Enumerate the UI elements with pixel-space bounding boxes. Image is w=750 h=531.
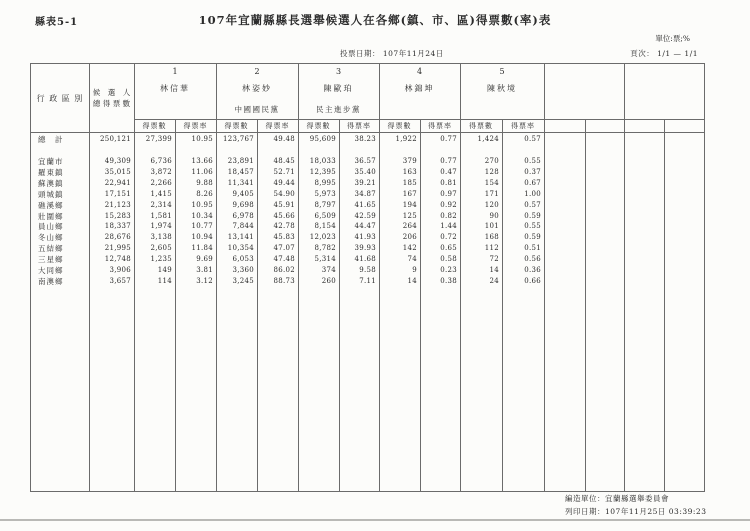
candidate-header-4 — [379, 64, 460, 119]
value-cell: 3,138 — [150, 233, 172, 242]
district-name-cell: 宜蘭市 — [38, 157, 64, 166]
value-cell: 149 — [157, 266, 172, 274]
candidate-name: 林信華 — [160, 84, 190, 93]
value-cell: 6,736 — [150, 157, 172, 165]
candidate-party: 中國國民黨 — [234, 105, 280, 114]
value-cell: 90 — [489, 211, 499, 220]
value-cell: 22,941 — [104, 178, 131, 187]
table-row — [31, 178, 544, 189]
value-cell: 0.23 — [440, 266, 457, 274]
rate-column-label: 得票率 — [511, 121, 535, 130]
value-cell: 45.91 — [273, 200, 295, 209]
value-cell: 0.58 — [440, 255, 457, 264]
rate-column-label: 得票率 — [183, 121, 208, 130]
value-cell: 1,415 — [150, 189, 172, 198]
table-row — [31, 211, 544, 222]
value-cell: 194 — [402, 200, 417, 209]
value-cell: 45.83 — [273, 233, 295, 242]
value-cell: 41.93 — [354, 233, 376, 242]
value-cell: 264 — [402, 222, 417, 231]
value-cell: 128 — [484, 167, 499, 176]
votes-column-label: 得票數 — [142, 121, 167, 130]
table-row — [31, 156, 544, 167]
value-cell: 112 — [484, 244, 499, 253]
value-cell: 21,995 — [104, 244, 131, 253]
value-cell: 0.59 — [524, 233, 541, 242]
value-cell: 167 — [402, 189, 417, 198]
value-cell: 1,424 — [477, 135, 499, 143]
value-cell: 47.48 — [273, 255, 295, 264]
value-cell: 3,245 — [232, 276, 254, 285]
value-cell: 0.59 — [524, 211, 541, 220]
value-cell: 39.21 — [354, 178, 376, 187]
value-cell: 34.87 — [354, 189, 376, 198]
value-cell: 168 — [484, 233, 499, 242]
value-cell: 52.71 — [273, 167, 295, 176]
value-cell: 10,354 — [227, 244, 254, 253]
value-cell: 1.44 — [440, 222, 457, 231]
value-cell: 260 — [321, 276, 336, 285]
value-cell: 13,141 — [227, 233, 254, 242]
candidate-name: 陳歐珀 — [323, 84, 354, 93]
scan-divider-line — [0, 519, 750, 521]
value-cell: 171 — [484, 189, 499, 198]
column-header-total-line1: 候 選 人 — [92, 88, 131, 97]
value-cell: 0.72 — [440, 233, 457, 242]
district-name-cell: 壯圍鄉 — [38, 211, 64, 221]
rate-column-label: 得票率 — [347, 121, 371, 130]
value-cell: 8,782 — [314, 244, 336, 253]
value-cell: 11.84 — [191, 244, 213, 253]
district-name-cell: 蘇澳鎮 — [38, 178, 64, 188]
column-header-total-line2: 總 得 票 數 — [92, 99, 131, 108]
value-cell: 5,973 — [314, 189, 336, 198]
table-row — [31, 221, 544, 232]
value-cell: 0.47 — [440, 167, 457, 176]
value-cell: 0.67 — [524, 178, 541, 187]
votes-column-label: 得票數 — [469, 121, 493, 130]
candidate-header-1 — [134, 64, 216, 119]
value-cell: 35,015 — [104, 167, 131, 176]
value-cell: 10.34 — [191, 211, 213, 220]
value-cell: 10.77 — [191, 222, 213, 231]
value-cell: 12,748 — [104, 255, 131, 264]
value-cell: 14 — [489, 266, 499, 274]
candidate-name: 林姿妙 — [242, 84, 272, 93]
value-cell: 2,314 — [150, 200, 172, 209]
value-cell: 10.94 — [191, 233, 213, 242]
value-cell: 95,609 — [309, 135, 336, 143]
value-cell: 18,337 — [104, 222, 131, 231]
value-cell: 88.73 — [273, 276, 295, 285]
candidate-number: 1 — [172, 67, 178, 76]
district-name-cell: 冬山鄉 — [38, 233, 64, 243]
value-cell: 18,457 — [227, 167, 254, 176]
votes-column-label: 得票數 — [387, 121, 412, 130]
value-cell: 114 — [157, 276, 172, 285]
value-cell: 86.02 — [273, 266, 295, 274]
candidate-number: 3 — [335, 67, 342, 76]
value-cell: 23,891 — [227, 157, 254, 165]
value-cell: 3,872 — [150, 167, 172, 176]
district-name-cell: 頭城鎮 — [38, 189, 64, 199]
district-name-cell: 三星鄉 — [38, 255, 64, 265]
district-name-cell: 南澳鄉 — [38, 276, 64, 286]
column-header-total-votes — [89, 64, 134, 132]
value-cell: 206 — [402, 233, 417, 242]
district-name-cell: 羅東鎮 — [38, 167, 64, 177]
value-cell: 17,151 — [104, 189, 131, 198]
value-cell: 374 — [321, 266, 336, 274]
page-number-note: 頁次： 1/1 — 1/1 — [630, 49, 698, 58]
value-cell: 142 — [402, 244, 417, 253]
table-body — [31, 132, 704, 491]
value-cell: 11,341 — [227, 178, 254, 187]
value-cell: 28,676 — [104, 233, 131, 242]
table-row — [31, 243, 544, 254]
value-cell: 1,235 — [150, 255, 172, 264]
value-cell: 41.68 — [354, 255, 376, 264]
value-cell: 49.44 — [273, 178, 295, 187]
value-cell: 9,405 — [232, 189, 254, 198]
candidate-header-3 — [298, 64, 379, 119]
value-cell: 6,978 — [232, 211, 254, 220]
value-cell: 185 — [402, 178, 417, 187]
value-cell: 0.37 — [524, 167, 541, 176]
value-cell: 39.93 — [354, 244, 376, 253]
value-cell: 41.65 — [354, 200, 376, 209]
value-cell: 74 — [407, 255, 417, 264]
district-name-cell: 大同鄉 — [38, 266, 64, 275]
rate-column-label: 得票率 — [265, 121, 290, 130]
value-cell: 35.40 — [354, 167, 376, 176]
rate-column-label: 得票率 — [428, 121, 452, 130]
value-cell: 9 — [412, 266, 417, 274]
value-cell: 3,906 — [109, 266, 131, 274]
candidate-party: 民主進步黨 — [316, 105, 361, 114]
value-cell: 0.36 — [524, 266, 541, 274]
unit-note: 單位:票;% — [655, 34, 690, 43]
table-row — [31, 254, 544, 265]
candidate-number: 5 — [499, 67, 505, 76]
candidate-name: 陳秋境 — [487, 84, 517, 93]
value-cell: 45.66 — [273, 211, 295, 220]
value-cell: 42.59 — [354, 211, 376, 220]
value-cell: 8,154 — [314, 222, 336, 231]
column-header-district: 行 政 區 別 — [36, 93, 84, 103]
value-cell: 42.78 — [273, 222, 295, 231]
table-row — [31, 276, 544, 287]
table-row — [31, 200, 544, 211]
value-cell: 18,033 — [309, 157, 336, 165]
value-cell: 0.97 — [440, 189, 457, 198]
value-cell: 72 — [489, 255, 499, 264]
value-cell: 24 — [489, 276, 499, 285]
value-cell: 3.81 — [196, 266, 213, 274]
table-row — [31, 265, 544, 276]
value-cell: 123,767 — [222, 135, 254, 143]
district-name-cell: 礁溪鄉 — [38, 200, 64, 210]
value-cell: 49,309 — [104, 157, 131, 165]
table-row — [31, 232, 544, 243]
value-cell: 12,023 — [309, 233, 336, 242]
value-cell: 379 — [402, 157, 417, 165]
value-cell: 0.81 — [440, 178, 457, 187]
value-cell: 3,360 — [232, 266, 254, 274]
value-cell: 0.82 — [440, 211, 457, 220]
value-cell: 38.23 — [354, 135, 376, 143]
value-cell: 9.58 — [359, 266, 376, 274]
form-code: 縣表5-1 — [35, 17, 79, 28]
value-cell: 5,314 — [314, 255, 336, 264]
value-cell: 8.26 — [196, 189, 213, 198]
value-cell: 0.56 — [524, 255, 541, 264]
issuing-org: 編造單位：宜蘭縣選舉委員會 — [565, 494, 669, 503]
value-cell: 154 — [484, 178, 499, 187]
votes-column-label: 得票數 — [306, 121, 331, 130]
value-cell: 49.48 — [273, 135, 295, 143]
value-cell: 1,581 — [150, 211, 172, 220]
table-row — [31, 189, 544, 200]
table-row-total — [31, 134, 544, 145]
value-cell: 1.00 — [524, 189, 541, 198]
value-cell: 48.45 — [273, 157, 295, 165]
value-cell: 101 — [484, 222, 499, 231]
value-cell: 7,844 — [232, 222, 254, 231]
value-cell: 0.66 — [524, 276, 541, 285]
candidate-header-5 — [460, 64, 544, 119]
value-cell: 8,995 — [314, 178, 336, 187]
results-table — [30, 63, 705, 492]
candidate-number: 2 — [254, 67, 260, 76]
value-cell: 6,509 — [314, 211, 336, 220]
value-cell: 9.69 — [196, 255, 213, 264]
value-cell: 0.55 — [524, 157, 541, 165]
value-cell: 3.12 — [196, 276, 213, 285]
print-date: 列印日期：107年11月25日 03:39:23 — [565, 507, 707, 516]
candidate-header-2 — [216, 64, 298, 119]
value-cell: 2,266 — [150, 178, 172, 187]
value-cell: 270 — [484, 157, 499, 165]
value-cell: 14 — [407, 276, 417, 285]
value-cell: 1,974 — [150, 222, 172, 231]
value-cell: 13.66 — [191, 157, 213, 165]
value-cell: 0.77 — [440, 135, 457, 143]
value-cell: 3,657 — [109, 276, 131, 285]
value-cell: 9,698 — [232, 200, 254, 209]
value-cell: 10.95 — [191, 200, 213, 209]
value-cell: 0.77 — [440, 157, 457, 165]
value-cell: 10.95 — [191, 135, 213, 143]
candidate-number: 4 — [416, 67, 423, 76]
value-cell: 163 — [402, 167, 417, 176]
district-name-cell: 員山鄉 — [38, 222, 64, 232]
value-cell: 12,395 — [309, 167, 336, 176]
value-cell: 2,605 — [150, 244, 172, 253]
value-cell: 21,123 — [104, 200, 131, 209]
value-cell: 0.57 — [524, 200, 541, 209]
district-name-cell: 五結鄉 — [38, 244, 64, 254]
votes-column-label: 得票數 — [224, 121, 249, 130]
value-cell: 7.11 — [359, 276, 376, 285]
vote-date: 投票日期： 107年11月24日 — [340, 49, 444, 58]
meta-right — [438, 34, 698, 58]
value-cell: 1,922 — [395, 135, 417, 143]
value-cell: 0.51 — [524, 244, 541, 253]
value-cell: 0.38 — [440, 276, 457, 285]
page-title: 107年宜蘭縣縣長選舉候選人在各鄉(鎮、市、區)得票數(率)表 — [198, 13, 552, 27]
value-cell: 8,797 — [314, 200, 336, 209]
value-cell: 250,121 — [99, 135, 131, 143]
value-cell: 27,399 — [145, 135, 172, 143]
value-cell: 120 — [484, 200, 499, 209]
table-row — [31, 167, 544, 178]
value-cell: 9.88 — [196, 178, 213, 187]
value-cell: 54.90 — [273, 189, 295, 198]
value-cell: 47.07 — [273, 244, 295, 253]
value-cell: 11.06 — [191, 167, 213, 176]
value-cell: 6,053 — [232, 255, 254, 264]
value-cell: 0.92 — [440, 200, 457, 209]
candidate-name: 林錦坤 — [404, 84, 435, 93]
value-cell: 0.65 — [440, 244, 457, 253]
value-cell: 36.57 — [354, 157, 376, 165]
value-cell: 44.47 — [354, 222, 376, 231]
value-cell: 125 — [402, 211, 417, 220]
value-cell: 0.57 — [524, 135, 541, 143]
district-name-cell: 總 計 — [38, 135, 64, 144]
report-footer — [565, 492, 706, 518]
value-cell: 15,283 — [104, 211, 131, 220]
value-cell: 0.55 — [524, 222, 541, 231]
